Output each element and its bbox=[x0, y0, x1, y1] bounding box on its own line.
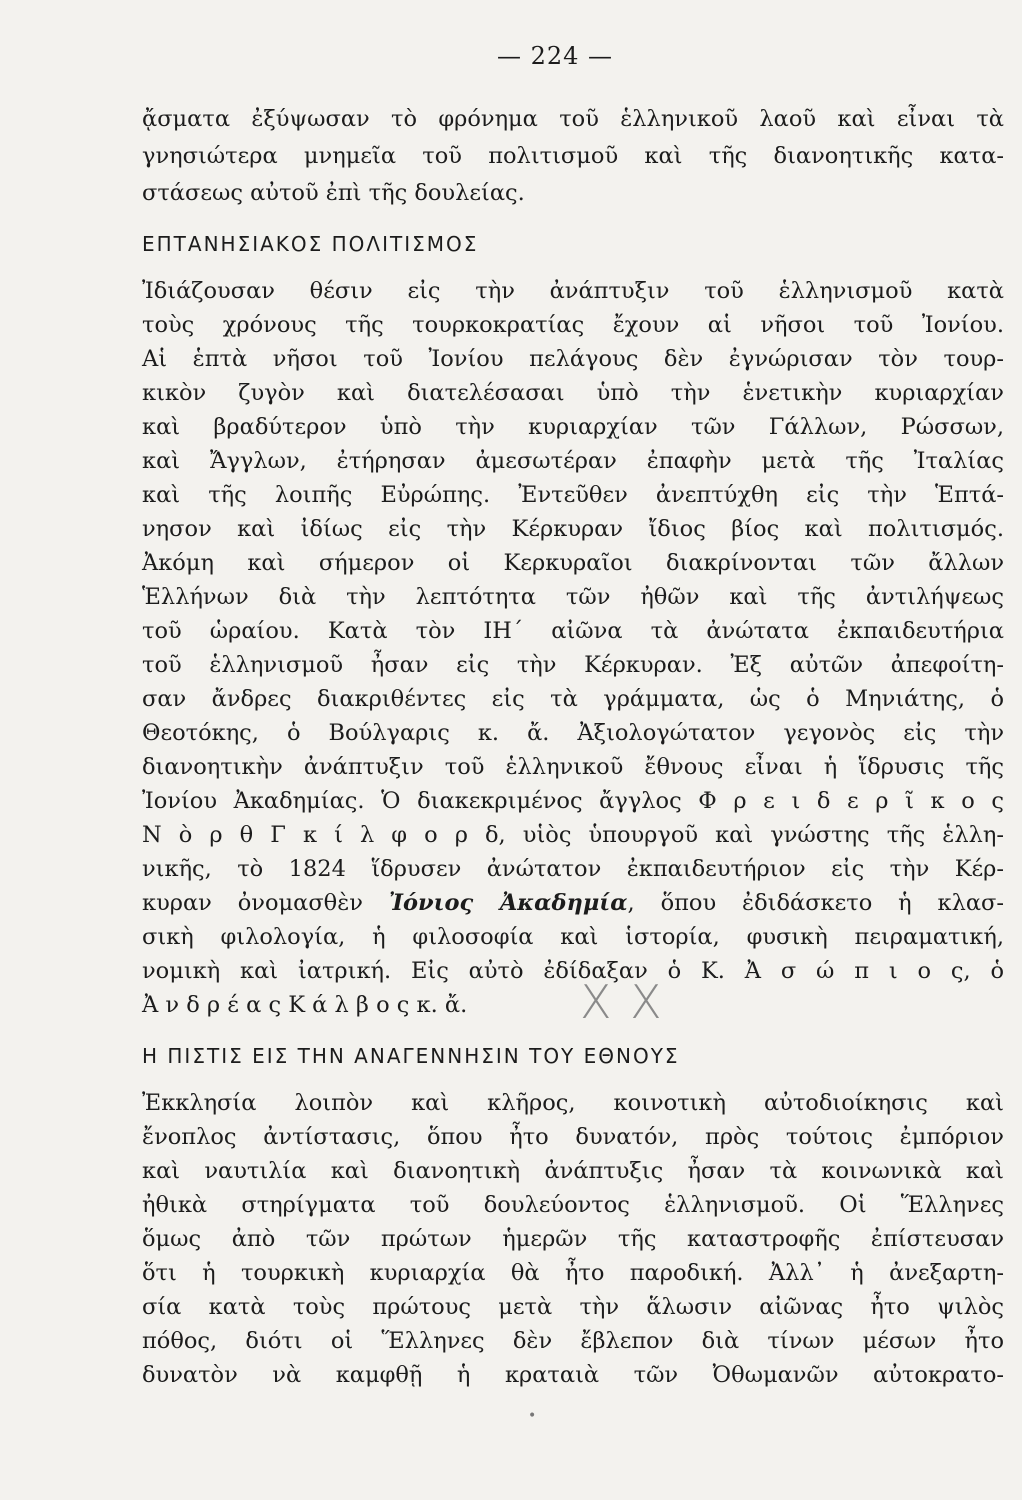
text-line: σαν ἄνδρες διακριθέντες εἰς τὰ γράμματα, ὡς ὁ Μηνιάτης, ὁ bbox=[142, 686, 1004, 712]
text-line: κικὸν ζυγὸν καὶ διατελέσασαι ὑπὸ τὴν ἑνετικὴν κυριαρχίαν bbox=[142, 380, 1004, 406]
text-line: Ἑλλήνων διὰ τὴν λεπτότητα τῶν ἠθῶν καὶ τῆς ἀντιλήψεως bbox=[142, 584, 1004, 610]
text-line: τοῦ ἑλληνισμοῦ ἦσαν εἰς τὴν Κέρκυραν. Ἐξ αὐτῶν ἀπεφοίτη- bbox=[142, 652, 1004, 678]
text-line: καὶ ναυτιλία καὶ διανοητικὴ ἀνάπτυξις ἦσαν τὰ κοινωνικὰ καὶ bbox=[142, 1158, 1004, 1184]
text-line: Θεοτόκης, ὁ Βούλγαρις κ. ἄ. Ἀξιολογώτατον γεγονὸς εἰς τὴν bbox=[142, 720, 1004, 746]
text-line: καὶ βραδύτερον ὑπὸ τὴν κυριαρχίαν τῶν Γάλλων, Ρώσσων, bbox=[142, 414, 1004, 440]
text-line: γνησιώτερα μνημεῖα τοῦ πολιτισμοῦ καὶ τῆς διανοητικῆς κατα- bbox=[142, 143, 1004, 169]
text-line: σικὴ φιλολογία, ἡ φιλοσοφία καὶ ἱστορία, φυσικὴ πειραματική, bbox=[142, 924, 1004, 950]
text-line: νικῆς, τὸ 1824 ἵδρυσεν ἀνώτατον ἐκπαιδευτήριον εἰς τὴν Κέρ- bbox=[142, 856, 1004, 882]
text-line: Ἰδιάζουσαν θέσιν εἰς τὴν ἀνάπτυξιν τοῦ ἑλληνισμοῦ κατὰ bbox=[142, 278, 1004, 304]
text-line: ὅτι ἡ τουρκικὴ κυριαρχία θὰ ἦτο παροδική. Ἀλλ᾽ ἡ ἀνεξαρτη- bbox=[142, 1260, 1004, 1286]
text-line: Ἰονίου Ἀκαδημίας. Ὁ διακεκριμένος ἄγγλος Φ ρ ε ι δ ε ρ ῖ κ ο ς bbox=[142, 788, 1004, 814]
text-line: στάσεως αὐτοῦ ἐπὶ τῆς δουλείας. bbox=[142, 180, 525, 206]
text-line: Ἐκκλησία λοιπὸν καὶ κλῆρος, κοινοτικὴ αὐτοδιοίκησις καὶ bbox=[142, 1090, 1004, 1116]
text-line: καὶ Ἄγγλων, ἐτήρησαν ἀμεσωτέραν ἐπαφὴν μετὰ τῆς Ἰταλίας bbox=[142, 448, 1004, 474]
text-line: διανοητικὴν ἀνάπτυξιν τοῦ ἑλληνικοῦ ἔθνους εἶναι ἡ ἵδρυσις τῆς bbox=[142, 754, 1004, 780]
text-line-with-bold-phrase: κυραν ὀνομασθὲν Ἰόνιος Ἀκαδημία, ὅπου ἐδιδάσκετο ἡ κλασ- bbox=[142, 890, 1005, 916]
text-line: ὅμως ἀπὸ τῶν πρώτων ἡμερῶν τῆς καταστροφῆς ἐπίστευσαν bbox=[142, 1226, 1004, 1252]
text-line: δυνατὸν νὰ καμφθῇ ἡ κραταιὰ τῶν Ὀθωμανῶν αὐτοκρατο- bbox=[142, 1362, 1004, 1388]
page-bottom-mark: • bbox=[528, 1408, 537, 1424]
text-line: ἠθικὰ στηρίγματα τοῦ δουλεύοντος ἑλληνισμοῦ. Οἱ Ἕλληνες bbox=[142, 1192, 1004, 1218]
page-number: — 224 — bbox=[496, 42, 614, 70]
text-line: νησον καὶ ἰδίως εἰς τὴν Κέρκυραν ἴδιος βίος καὶ πολιτισμός. bbox=[142, 516, 1004, 542]
text-line: Ἀ ν δ ρ έ α ς Κ ά λ β ο ς κ. ἄ. bbox=[142, 992, 468, 1018]
text-line: Ν ὸ ρ θ Γ κ ί λ φ ο ρ δ, υἱὸς ὑπουργοῦ καὶ γνώστης τῆς ἑλλη- bbox=[142, 822, 1004, 848]
text-line: σία κατὰ τοὺς πρώτους μετὰ τὴν ἅλωσιν αἰῶνας ἦτο ψιλὸς bbox=[142, 1294, 1004, 1320]
text-line: τοὺς χρόνους τῆς τουρκοκρατίας ἔχουν αἱ νῆσοι τοῦ Ἰονίου. bbox=[142, 312, 1004, 338]
text-line: ᾄσματα ἐξύψωσαν τὸ φρόνημα τοῦ ἑλληνικοῦ λαοῦ καὶ εἶναι τὰ bbox=[142, 106, 1004, 132]
text-line: ἔνοπλος ἀντίστασις, ὅπου ἦτο δυνατόν, πρὸς τούτοις ἐμπόριον bbox=[142, 1124, 1004, 1150]
text-line: νομικὴ καὶ ἰατρική. Εἰς αὐτὸ ἐδίδαξαν ὁ Κ. Ἀ σ ώ π ι ο ς, ὁ bbox=[142, 958, 1004, 984]
text-line: Ἀκόμη καὶ σήμερον οἱ Κερκυραῖοι διακρίνονται τῶν ἄλλων bbox=[142, 550, 1004, 576]
text-line: Αἱ ἑπτὰ νῆσοι τοῦ Ἰονίου πελάγους δὲν ἐγνώρισαν τὸν τουρ- bbox=[142, 346, 1004, 372]
bold-phrase: Ἰόνιος Ἀκαδημία bbox=[388, 890, 628, 916]
section-heading-heptanese: ΕΠΤΑΝΗΣΙΑΚΟΣ ΠΟΛΙΤΙΣΜΟΣ bbox=[142, 232, 479, 256]
handwritten-margin-mark: X X bbox=[580, 975, 664, 1029]
text-line: τοῦ ὡραίου. Κατὰ τὸν ΙΗ΄ αἰῶνα τὰ ἀνώτατα ἐκπαιδευτήρια bbox=[142, 618, 1004, 644]
section-heading-rebirth: Η ΠΙΣΤΙΣ ΕΙΣ ΤΗΝ ΑΝΑΓΕΝΝΗΣΙΝ ΤΟΥ ΕΘΝΟΥΣ bbox=[142, 1044, 680, 1068]
text-line: καὶ τῆς λοιπῆς Εὐρώπης. Ἐντεῦθεν ἀνεπτύχθη εἰς τὴν Ἑπτά- bbox=[142, 482, 1004, 508]
text-line: πόθος, διότι οἱ Ἕλληνες δὲν ἔβλεπον διὰ τίνων μέσων ἦτο bbox=[142, 1328, 1004, 1354]
